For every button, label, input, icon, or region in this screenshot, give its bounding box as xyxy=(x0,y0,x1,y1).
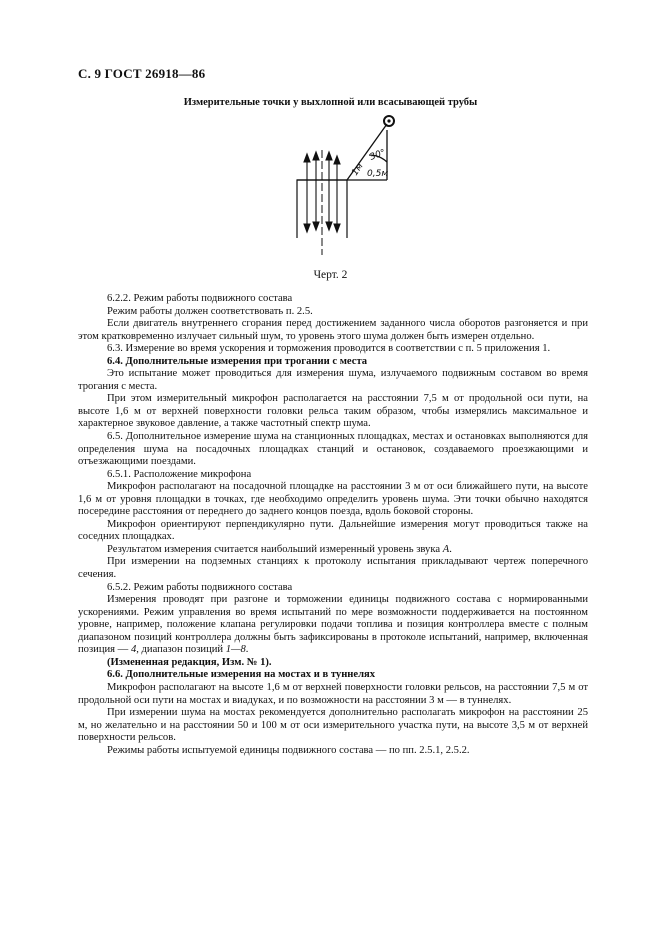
exhaust-pipe-diagram xyxy=(285,110,415,260)
italic-text: 1—8 xyxy=(225,644,246,656)
paragraph xyxy=(78,544,588,557)
distance-label: 0,5м xyxy=(367,169,389,179)
body-text xyxy=(78,293,588,757)
paragraph-text: , диапазон позиций xyxy=(136,644,226,656)
angle-label: 30° xyxy=(368,147,388,163)
section-heading: 6.6. Дополнительные измерения на мостах и в туннелях xyxy=(107,669,376,681)
page-header: С. 9 ГОСТ 26918—86 xyxy=(78,66,206,81)
amendment-note: (Измененная редакция, Изм. № 1). xyxy=(107,656,272,668)
paragraph-text: . xyxy=(449,543,452,555)
paragraph: Микрофон ориентируют перпендикулярно пути. Дальнейшие измерения могут проводиться также на соседних площадках. xyxy=(78,518,588,543)
microphone-icon xyxy=(384,116,394,126)
section-heading: 6.2.2. Режим работы подвижного состава xyxy=(107,293,293,304)
figure-caption: Черт. 2 xyxy=(313,269,348,281)
paragraph-text: Измерения проводят при разгоне и торможении единицы подвижного состава с нормированными ускорениями. Режим управления во время испытаний по мере возможности поддерживается на постоянном уровне, например, положение клапана регулировки подачи топлива и позиция контроллера вместе с полным диапазоном позиций контроллера должны быть зафиксированы в протоколе испытаний, например, включенная позиция — xyxy=(78,594,588,656)
paragraph: Микрофон располагают на высоте 1,6 м от верхней поверхности головки рельсов, на расстоянии 7,5 м от продольной оси пути на мостах и виадуках, и по возможности на расстоянии 3 м — в туннелях. xyxy=(78,681,588,706)
paragraph: 6.5. Дополнительное измерение шума на станционных площадках, местах и остановках выполняются для определения шума на посадочных площадках станций и остановок, создаваемого проезжающими и отъезжающими поездами. xyxy=(78,431,588,468)
paragraph: Если двигатель внутреннего сгорания перед достижением заданного числа оборотов разгоняется и при этом кратковременно излучает сильный шум, то уровень этого шума должен быть измерен отдельно. xyxy=(78,318,588,342)
paragraph: Микрофон располагают на посадочной площадке на расстоянии 3 м от оси ближайшего пути, на высоте 1,6 м от уровня площадки в точках, где необходимо определить уровень шума. Эти точки обычно находятся посередине расстояния от переднего до заднего концов поезда, вдоль боковой стороны. xyxy=(78,481,588,518)
paragraph-text: . xyxy=(245,644,249,656)
section-heading: 6.4. Дополнительные измерения при трогании с места xyxy=(107,355,368,367)
paragraph-text: Результатом измерения считается наибольший измеренный уровень звука xyxy=(107,543,443,555)
paragraph: При измерении шума на мостах рекомендуется дополнительно располагать микрофон на расстоянии 25 м, но желательно и на расстоянии 50 и 100 м от оси измерительного участка пути, на высоте 3,5 м от верхней поверхности рельсов. xyxy=(78,707,588,744)
section-heading: 6.5.2. Режим работы подвижного состава xyxy=(107,581,293,593)
paragraph: При этом измерительный микрофон располагается на расстоянии 7,5 м от продольной оси пути, на высоте 1,6 м от верхней поверхности головки рельса таким образом, чтобы измерялись максимальное и характерное звуковое давление, а также частотный спектр шума. xyxy=(78,393,588,430)
paragraph xyxy=(78,594,588,657)
italic-text: 4 xyxy=(130,644,137,656)
paragraph: При измерении на подземных станциях к протоколу испытания прикладывают чертеж поперечного сечения. xyxy=(78,556,588,581)
paragraph: Это испытание может проводиться для измерения шума, излучаемого подвижным составом во время трогания с места. xyxy=(78,368,588,392)
height-label: 1м xyxy=(350,161,366,178)
italic-text: А xyxy=(442,543,450,555)
paragraph: Режим работы должен соответствовать п. 2.5. xyxy=(107,305,313,317)
paragraph: 6.3. Измерение во время ускорения и торможения проводится в соответствии с п. 5 приложения 1. xyxy=(107,343,551,355)
figure-title: Измерительные точки у выхлопной или всасывающей трубы xyxy=(183,97,478,108)
section-heading: 6.5.1. Расположение микрофона xyxy=(107,468,252,480)
paragraph: Режимы работы испытуемой единицы подвижного состава — по пп. 2.5.1, 2.5.2. xyxy=(107,744,470,756)
